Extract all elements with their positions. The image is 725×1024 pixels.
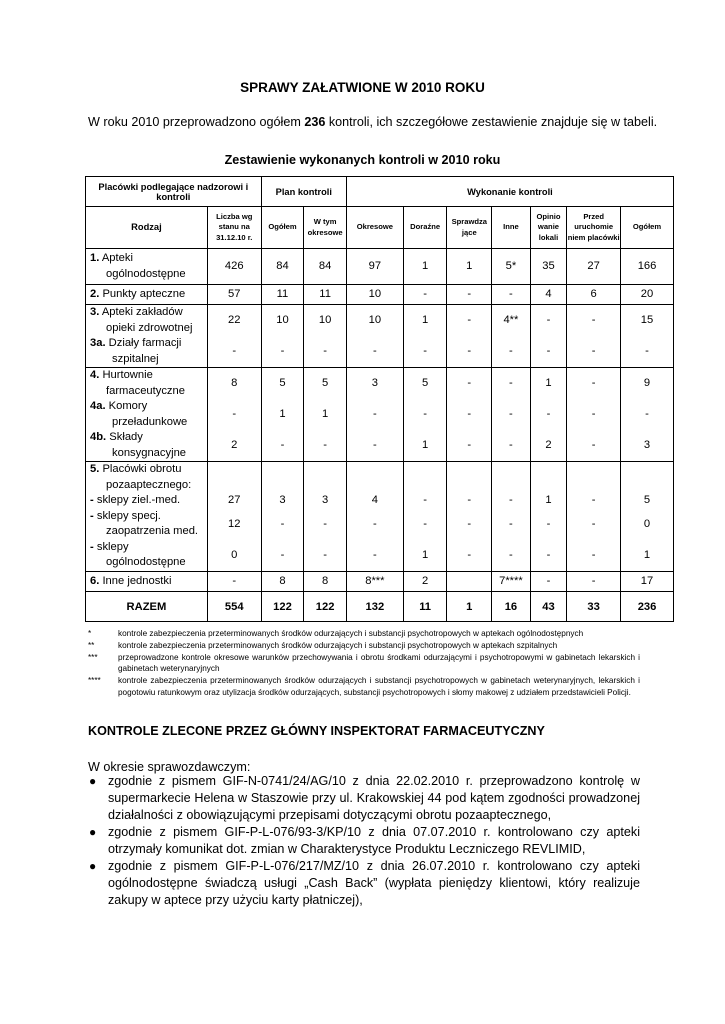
table-cell xyxy=(530,249,567,285)
row-name-cell xyxy=(86,572,208,592)
cell-value: - xyxy=(591,517,596,530)
cell-value: - xyxy=(509,345,513,357)
table-cell xyxy=(403,305,447,368)
cell-value: 2 xyxy=(231,439,238,451)
header-opiniowanie: Opinio wanie lokali xyxy=(530,207,567,249)
intro-count: 236 xyxy=(304,115,326,129)
table-row xyxy=(86,285,674,305)
cell-value: - xyxy=(280,548,285,561)
table-cell xyxy=(567,305,621,368)
table-cell xyxy=(492,368,531,462)
header-plan: Plan kontroli xyxy=(261,177,346,207)
cell-value xyxy=(567,462,620,493)
table-cell xyxy=(207,572,261,592)
cell-value: 1 xyxy=(322,408,329,420)
row-name-continued: przeładunkowe xyxy=(112,415,188,428)
footnote-text: kontrole zabezpieczenia przeterminowanych środków odurzających i substancji psychotropowych w aptekach ogólnodostępnych xyxy=(118,629,584,638)
cell-value: 4 xyxy=(545,287,552,300)
row-name: Placówki obrotu xyxy=(102,463,182,476)
cell-value: - xyxy=(423,408,427,420)
header-wyk-ogolem: Ogółem xyxy=(621,207,674,249)
row-name: sklepy xyxy=(96,540,129,553)
cell-value: 3 xyxy=(279,494,286,507)
cell-value: 1 xyxy=(466,260,473,272)
footnote-mark: ** xyxy=(88,640,95,650)
cell-value: 8 xyxy=(279,574,286,587)
table-cell xyxy=(403,462,447,572)
cell-value: - xyxy=(232,345,237,357)
cell-value: 5 xyxy=(422,377,429,389)
cell-value: 84 xyxy=(276,260,289,272)
cell-value: 8 xyxy=(231,377,238,389)
cell-value xyxy=(404,462,447,493)
cell-value: - xyxy=(509,548,513,561)
row-label xyxy=(90,305,207,321)
cell-value: 27 xyxy=(587,260,600,272)
cell-value: 3 xyxy=(322,494,329,507)
total-cell: 16 xyxy=(492,592,531,622)
row-number: 3. xyxy=(90,306,100,318)
cell-value xyxy=(492,462,530,493)
row-number: - xyxy=(90,494,94,507)
row-name-continued: farmaceutyczne xyxy=(106,384,185,397)
total-cell: 122 xyxy=(261,592,304,622)
cell-value: - xyxy=(467,494,472,507)
cell-value: 3 xyxy=(643,439,651,451)
row-name: Składy xyxy=(109,431,143,443)
table-cell xyxy=(346,462,403,572)
table-cell xyxy=(403,572,447,592)
table-cell xyxy=(304,462,347,572)
cell-value: - xyxy=(509,408,513,420)
cell-value: - xyxy=(546,574,551,587)
cell-value: 1 xyxy=(422,439,429,451)
total-cell: 554 xyxy=(207,592,261,622)
table-cell xyxy=(530,572,567,592)
table-body xyxy=(86,249,674,592)
cell-value: - xyxy=(373,517,377,530)
cell-value: 4 xyxy=(371,494,378,507)
row-number: 4a. xyxy=(90,400,106,412)
cell-value: - xyxy=(323,517,327,530)
cell-value: 5 xyxy=(279,377,286,389)
row-name-continued: ogólnodostępne xyxy=(106,267,186,280)
cell-value: - xyxy=(423,494,427,507)
table-row xyxy=(86,572,674,592)
cell-value: 8 xyxy=(322,574,329,587)
table-row xyxy=(86,305,674,368)
row-number: 2. xyxy=(90,287,100,300)
header-dorazne: Doraźne xyxy=(403,207,447,249)
cell-value: 35 xyxy=(542,260,555,272)
row-number: 6. xyxy=(90,574,100,587)
total-cell: 11 xyxy=(403,592,447,622)
table-cell xyxy=(567,368,621,462)
table-cell xyxy=(447,249,492,285)
cell-value: - xyxy=(645,345,649,357)
cell-value: 57 xyxy=(228,287,241,300)
row-label xyxy=(90,493,207,509)
cell-value: 4** xyxy=(503,314,519,326)
cell-value: 5 xyxy=(322,377,329,389)
total-cell: 236 xyxy=(621,592,674,622)
cell-value xyxy=(208,462,261,493)
intro-paragraph xyxy=(88,115,657,129)
table-cell xyxy=(530,368,567,462)
cell-value: 5 xyxy=(643,494,651,507)
cell-value: 1 xyxy=(422,314,429,326)
bullet-icon: ● xyxy=(89,859,97,873)
table-caption: Zestawienie wykonanych kontroli w 2010 roku xyxy=(224,153,501,167)
cell-value: - xyxy=(280,345,285,357)
table-cell xyxy=(207,368,261,462)
footnote-text: kontrole zabezpieczenia przeterminowanych środków odurzających i substancji psychotropowych w gabinetach weterynaryjnych, lekarskich i pogotowiu ratunkowym oraz utylizacja środków odurzających, substancji psychotropowych i słomy makowej z udziałem przedstawicieli Policji. xyxy=(118,676,640,697)
cell-value: 1 xyxy=(279,408,286,420)
cell-value: - xyxy=(467,439,472,451)
table-cell xyxy=(447,305,492,368)
table-cell xyxy=(403,285,447,305)
row-name-cell xyxy=(86,285,208,305)
cell-value: - xyxy=(546,408,551,420)
cell-value: - xyxy=(509,494,513,507)
table-cell xyxy=(403,249,447,285)
cell-value: - xyxy=(591,548,596,561)
cell-value: 5* xyxy=(505,260,517,272)
footnote xyxy=(88,652,640,676)
cell-value: - xyxy=(591,439,596,451)
row-name: Inne jednostki xyxy=(102,574,172,587)
row-name-continued: szpitalnej xyxy=(112,352,159,365)
list-item xyxy=(88,773,640,824)
table-cell xyxy=(346,368,403,462)
cell-value: - xyxy=(423,517,427,530)
cell-value: 27 xyxy=(228,494,241,507)
footnote-mark: * xyxy=(88,629,92,638)
cell-value: - xyxy=(509,517,513,530)
cell-value: 426 xyxy=(224,260,244,272)
row-name: Komory xyxy=(108,400,148,412)
cell-value: 1 xyxy=(545,377,552,389)
cell-value: 1 xyxy=(422,260,429,272)
cell-value: 10 xyxy=(368,314,382,326)
table-row xyxy=(86,462,674,572)
footnote-mark: *** xyxy=(88,652,98,662)
table-cell xyxy=(304,285,347,305)
table-cell xyxy=(492,462,531,572)
row-name-cell xyxy=(86,368,208,462)
table-cell xyxy=(261,572,304,592)
header-sprawdzajace: Sprawdza jące xyxy=(447,207,492,249)
cell-value: - xyxy=(323,345,327,357)
cell-value: 7**** xyxy=(499,574,523,587)
cell-value: - xyxy=(546,548,551,561)
list-item-text: zgodnie z pismem GIF-P-L-076/217/MZ/10 z dnia 26.07.2010 r. kontrolowano czy apteki ogólnodostępne świadczą usługi „Cash Back” (wypłata pieniędzy klientowi, który realizuje zakupy w aptece przy użyciu karty płatniczej), xyxy=(108,859,640,907)
cell-value: - xyxy=(645,408,649,420)
row-number: 3a. xyxy=(90,337,106,349)
cell-value: - xyxy=(280,439,285,451)
row-name: Działy farmacji xyxy=(108,337,182,349)
cell-value: 6 xyxy=(590,287,597,300)
row-name: Apteki xyxy=(101,252,133,264)
row-name: Apteki zakładów xyxy=(101,306,183,318)
header-wykonanie: Wykonanie kontroli xyxy=(346,177,673,207)
total-label: RAZEM xyxy=(86,592,208,622)
row-label xyxy=(90,251,207,267)
cell-value: 15 xyxy=(640,314,654,326)
cell-value: 0 xyxy=(643,517,651,530)
cell-value: - xyxy=(423,345,427,357)
header-liczba: Liczba wg stanu na 31.12.10 r. xyxy=(207,207,261,249)
cell-value: 0 xyxy=(231,548,238,561)
page-title: SPRAWY ZAŁATWIONE W 2010 ROKU xyxy=(240,80,485,95)
header-placowki: Placówki podlegające nadzorowi i kontroli xyxy=(86,177,262,207)
bullet-icon: ● xyxy=(89,825,97,839)
cell-value: - xyxy=(591,408,596,420)
table-cell xyxy=(304,305,347,368)
cell-value: - xyxy=(467,287,472,300)
row-label xyxy=(90,574,207,590)
footnotes xyxy=(88,628,640,699)
header-okresowe: Okresowe xyxy=(346,207,403,249)
cell-value: 1 xyxy=(643,548,651,561)
period-label: W okresie sprawozdawczym: xyxy=(88,760,251,774)
cell-value: 11 xyxy=(276,287,289,300)
table-cell xyxy=(621,462,674,572)
cell-value: 97 xyxy=(368,260,382,272)
table-cell xyxy=(621,249,674,285)
cell-value xyxy=(447,574,491,590)
row-name-cell xyxy=(86,249,208,285)
header-inne: Inne xyxy=(492,207,531,249)
row-number: 5. xyxy=(90,463,100,476)
cell-value: - xyxy=(546,517,551,530)
cell-value: 2 xyxy=(422,574,429,587)
cell-value: 22 xyxy=(228,314,241,326)
cell-value: - xyxy=(323,439,327,451)
list-item xyxy=(88,858,640,909)
cell-value: - xyxy=(467,548,472,561)
table-cell xyxy=(207,462,261,572)
list-item xyxy=(88,824,640,858)
table-cell xyxy=(261,285,304,305)
footnote xyxy=(88,628,640,640)
header-przed: Przed uruchomie niem placówki xyxy=(567,207,621,249)
total-cell: 1 xyxy=(447,592,492,622)
cell-value: - xyxy=(373,408,377,420)
list-item-text: zgodnie z pismem GIF-N-0741/24/AG/10 z dnia 22.02.2010 r. przeprowadzono kontrolę w supermarkecie Helena w Staszowie przy ul. Krakowskiej 44 pod kątem zgodności prowadzonej działalności z obowiązującymi przepisami dotyczącymi obrotu pozaaptecznego, xyxy=(108,774,640,822)
table-cell xyxy=(492,249,531,285)
cell-value: 10 xyxy=(368,287,382,300)
footnote xyxy=(88,640,640,652)
table-cell xyxy=(304,368,347,462)
table-cell xyxy=(621,572,674,592)
table-cell xyxy=(530,285,567,305)
cell-value: 17 xyxy=(640,574,654,587)
table-cell xyxy=(447,572,492,592)
row-number: 4. xyxy=(90,369,100,381)
table-cell xyxy=(567,249,621,285)
table-cell xyxy=(447,285,492,305)
cell-value: - xyxy=(323,548,327,561)
row-number: - xyxy=(90,540,94,553)
row-label xyxy=(90,287,207,303)
cell-value: 10 xyxy=(276,314,289,326)
intro-text-post: kontroli, ich szczegółowe zestawienie znajduje się w tabeli. xyxy=(325,115,658,129)
row-name: sklepy specj. xyxy=(96,509,161,522)
table-cell xyxy=(346,572,403,592)
cell-value: - xyxy=(546,345,551,357)
row-name-cell xyxy=(86,462,208,572)
table-cell xyxy=(567,285,621,305)
table-cell xyxy=(447,462,492,572)
table-cell xyxy=(346,285,403,305)
table-cell xyxy=(304,572,347,592)
cell-value: 166 xyxy=(637,260,657,272)
cell-value: - xyxy=(467,408,472,420)
bullet-list xyxy=(88,773,640,909)
cell-value: 84 xyxy=(318,260,332,272)
header-w-tym: W tym okresowe xyxy=(304,207,347,249)
table-cell xyxy=(304,249,347,285)
table-cell xyxy=(530,305,567,368)
row-label xyxy=(90,540,207,556)
cell-value: 1 xyxy=(545,494,552,507)
total-cell: 122 xyxy=(304,592,347,622)
cell-value: - xyxy=(467,314,472,326)
cell-value xyxy=(621,462,673,493)
row-label xyxy=(90,399,207,415)
total-cell: 132 xyxy=(346,592,403,622)
table-cell xyxy=(492,305,531,368)
table-cell xyxy=(261,305,304,368)
header-plan-ogolem: Ogółem xyxy=(261,207,304,249)
row-label xyxy=(90,368,207,384)
row-label xyxy=(90,336,207,352)
row-name: Punkty apteczne xyxy=(102,287,186,300)
cell-value: 12 xyxy=(228,517,241,530)
total-cell: 43 xyxy=(530,592,567,622)
row-name-continued: opieki zdrowotnej xyxy=(106,321,193,334)
cell-value xyxy=(347,462,403,493)
cell-value: - xyxy=(373,345,377,357)
cell-value: 1 xyxy=(422,548,429,561)
footnote-text: kontrole zabezpieczenia przeterminowanych środków odurzających i substancji psychotropowych w aptekach szpitalnych xyxy=(118,640,558,650)
cell-value: 20 xyxy=(640,287,654,300)
list-item-text: zgodnie z pismem GIF-P-L-076/93-3/KP/10 z dnia 07.07.2010 r. kontrolowano czy apteki otrzymały komunikat dot. zmian w Charakterystyce Produktu Leczniczego REVLIMID, xyxy=(108,825,640,856)
cell-value: 9 xyxy=(643,377,651,389)
cell-value: - xyxy=(373,548,377,561)
cell-value xyxy=(262,462,304,493)
bullet-icon: ● xyxy=(89,774,97,788)
row-name: sklepy ziel.-med. xyxy=(96,494,181,507)
row-number: 1. xyxy=(90,252,100,264)
cell-value: - xyxy=(509,439,513,451)
table-cell xyxy=(207,249,261,285)
row-name-continued: zaopatrzenia med. xyxy=(106,525,199,538)
footnote-text: przeprowadzone kontrole okresowe warunków przechowywania i obrotu środkami odurzającymi i psychotropowymi w gabinetach lekarskich i gabinetach weterynaryjnych xyxy=(118,652,640,674)
row-number: 4b. xyxy=(90,431,107,443)
row-label xyxy=(90,509,207,525)
cell-value: - xyxy=(373,439,377,451)
cell-value: - xyxy=(232,408,237,420)
table-cell xyxy=(346,249,403,285)
cell-value: - xyxy=(280,517,285,530)
table-cell xyxy=(621,285,674,305)
cell-value: - xyxy=(591,377,596,389)
cell-value: - xyxy=(591,314,596,326)
cell-value: - xyxy=(509,287,513,300)
table-cell xyxy=(621,368,674,462)
row-name-continued: konsygnacyjne xyxy=(112,446,187,459)
section-heading: KONTROLE ZLECONE PRZEZ GŁÓWNY INSPEKTORAT FARMACEUTYCZNY xyxy=(88,724,545,738)
cell-value: - xyxy=(232,574,237,587)
table-cell xyxy=(207,305,261,368)
cell-value: 3 xyxy=(371,377,378,389)
cell-value: - xyxy=(467,345,472,357)
cell-value: - xyxy=(467,377,472,389)
table-cell xyxy=(346,305,403,368)
table-cell xyxy=(261,249,304,285)
table-cell xyxy=(261,462,304,572)
row-name-continued: pozaaptecznego: xyxy=(106,478,192,491)
table-cell xyxy=(403,368,447,462)
intro-text-pre: W roku 2010 przeprowadzono ogółem xyxy=(88,115,305,129)
cell-value xyxy=(447,462,491,493)
cell-value: - xyxy=(591,345,596,357)
cell-value: - xyxy=(546,314,551,326)
row-label xyxy=(90,430,207,446)
cell-value xyxy=(304,462,346,493)
table-cell xyxy=(207,285,261,305)
table-cell xyxy=(447,368,492,462)
cell-value: - xyxy=(591,494,596,507)
row-name-cell xyxy=(86,305,208,368)
cell-value: 2 xyxy=(545,439,552,451)
row-name-continued: ogólnodostępne xyxy=(106,556,186,569)
cell-value: - xyxy=(591,574,596,587)
cell-value: 11 xyxy=(319,287,331,300)
table-cell xyxy=(492,285,531,305)
row-name: Hurtownie xyxy=(102,369,153,381)
row-number: - xyxy=(90,509,94,522)
table-cell xyxy=(567,572,621,592)
table-cell xyxy=(530,462,567,572)
row-label xyxy=(90,462,207,478)
table-row xyxy=(86,249,674,285)
total-cell: 33 xyxy=(567,592,621,622)
cell-value: 10 xyxy=(318,314,332,326)
controls-table xyxy=(85,176,674,622)
total-row xyxy=(86,592,674,622)
table-cell xyxy=(567,462,621,572)
cell-value: - xyxy=(423,287,427,300)
footnote xyxy=(88,675,640,699)
table-row xyxy=(86,368,674,462)
table-cell xyxy=(492,572,531,592)
cell-value: - xyxy=(467,517,472,530)
header-rodzaj: Rodzaj xyxy=(86,207,208,249)
cell-value: - xyxy=(509,377,513,389)
cell-value xyxy=(531,462,567,493)
footnote-mark: **** xyxy=(88,676,101,686)
table-cell xyxy=(261,368,304,462)
table-cell xyxy=(621,305,674,368)
cell-value: 8*** xyxy=(365,574,385,587)
